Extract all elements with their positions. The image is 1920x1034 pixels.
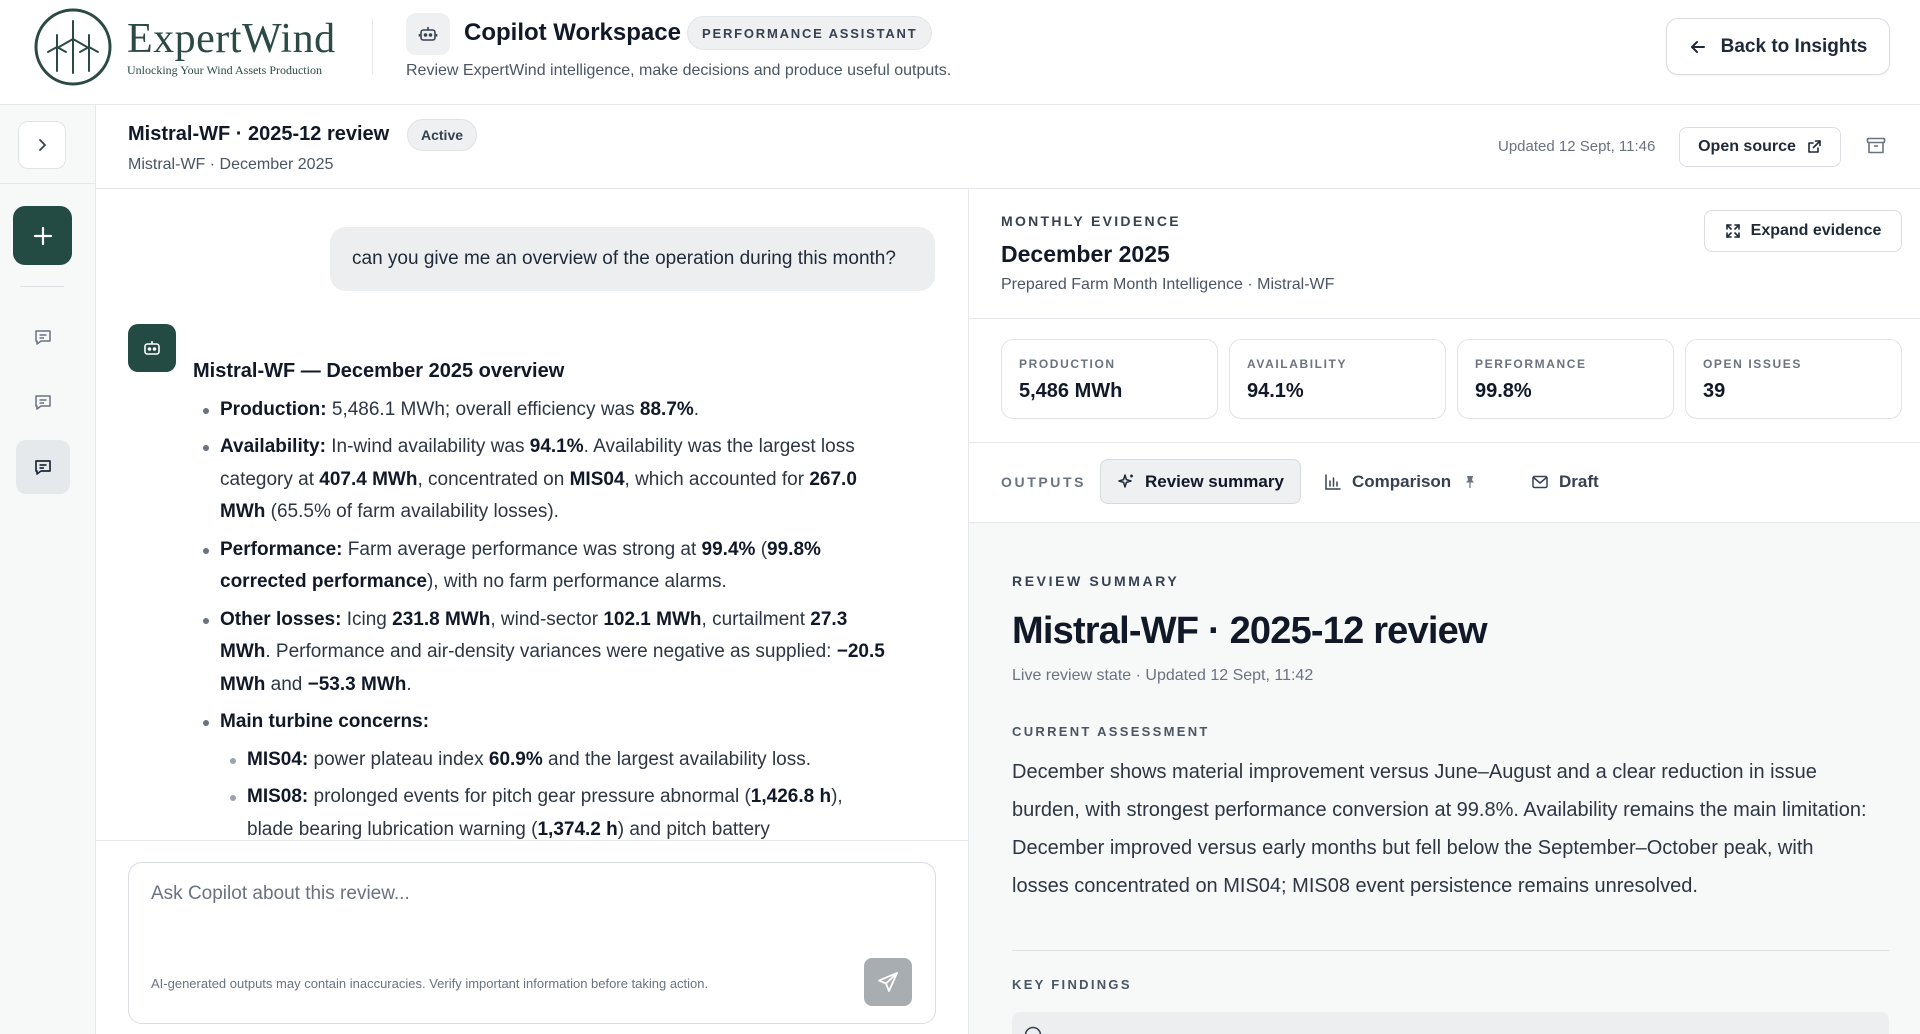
outputs-label: OUTPUTS [1001,474,1087,490]
metric-label: PRODUCTION [1019,357,1116,371]
robot-icon [406,13,450,55]
metric-card-open-issues [1685,339,1902,419]
answer-subitem-mis04: MIS04: power plateau index 60.9% and the largest availability loss. [220,744,893,777]
expand-evidence-button[interactable] [1704,210,1902,252]
app-header [0,0,1920,105]
chat-icon [33,457,53,477]
open-source-button[interactable] [1679,127,1841,167]
robot-icon [128,324,176,372]
wind-turbine-logo-icon [33,7,113,87]
review-subtitle: Live review state · Updated 12 Sept, 11:42 [1012,667,1314,684]
evidence-divider [969,318,1920,319]
user-message: can you give me an overview of the operation during this month? [330,227,935,291]
brand-name: ExpertWind [127,15,336,62]
header-divider [372,18,373,74]
review-title: Mistral-WF · 2025-12 review [1012,610,1487,652]
chat-thread[interactable] [96,189,968,840]
conversation-subtitle: Mistral-WF · December 2025 [128,156,334,173]
chat-icon [33,327,53,347]
answer-item-availability: Availability: In-wind availability was 94.1%. Availability was the largest loss category at 407.4 MWh, concentrated on MIS04, which accounted for 267.0 MWh (65.5% of farm availability losses). [193,431,893,529]
answer-item-performance: Performance: Farm average performance was strong at 99.4% (99.8% corrected performance), with no farm performance alarms. [193,534,893,599]
answer-subitem-mis08: MIS08: prolonged events for pitch gear pressure abnormal (1,426.8 h), blade bearing lubrication warning (1,374.2 h) and pitch battery [220,781,893,840]
status-badge: Active [407,119,477,151]
left-rail [0,105,96,1034]
evidence-divider [969,442,1920,443]
conversation-updated: Updated 12 Sept, 11:46 [1498,138,1656,155]
expand-evidence-label: Expand evidence [1750,222,1882,239]
sparkle-icon [1117,473,1135,491]
key-findings-label: KEY FINDINGS [1012,977,1132,992]
evidence-subtitle: Prepared Farm Month Intelligence · Mistral-WF [1001,276,1335,293]
tab-draft[interactable] [1515,459,1615,504]
review-divider [1012,950,1889,951]
external-link-icon [1806,139,1822,155]
mail-icon [1531,473,1549,491]
assistant-message [193,355,893,840]
assessment-text: December shows material improvement versus June–August and a clear reduction in issue burden, with strongest performance conversion at 99.8%. Availability remains the main limitation: December improved versus early months but fell below the September–October peak, with losses concentrated on MIS04; MIS08 event persistence remains unresolved. [1012,761,1867,897]
send-button[interactable] [864,958,912,1006]
review-summary-panel[interactable] [969,523,1920,1034]
metric-label: PERFORMANCE [1475,357,1587,371]
open-source-label: Open source [1698,138,1796,155]
archive-icon[interactable] [1865,135,1887,157]
metric-value: 94.1% [1247,380,1304,402]
rail-chat-item[interactable] [16,310,70,364]
bar-chart-icon [1324,473,1342,491]
workspace-subtitle: Review ExpertWind intelligence, make decisions and produce useful outputs. [406,62,952,79]
conversation-title: Mistral-WF · 2025-12 review [128,123,390,145]
metric-card-performance [1457,339,1674,419]
tab-label: Review summary [1145,471,1284,491]
tab-label: Draft [1559,471,1599,491]
rail-divider [20,286,64,287]
new-chat-button[interactable] [13,206,72,265]
answer-heading: Mistral-WF — December 2025 overview [193,360,565,382]
info-icon [1024,1026,1042,1034]
metric-value: 39 [1703,380,1726,402]
expertwind-logo[interactable] [33,7,336,87]
metric-label: OPEN ISSUES [1703,357,1802,371]
brand-tagline: Unlocking Your Wind Assets Production [127,62,322,77]
expand-icon [1725,223,1741,239]
pin-icon [1463,475,1477,489]
composer[interactable] [128,862,936,1024]
rail-chat-item-active[interactable] [16,440,70,494]
expand-sidebar-button[interactable] [18,121,66,169]
message-input[interactable] [151,883,911,905]
send-icon [877,971,899,993]
rail-divider [0,183,96,184]
metric-card-availability [1229,339,1446,419]
tab-label: Comparison [1352,471,1452,491]
assessment-label: CURRENT ASSESSMENT [1012,724,1210,739]
rail-chat-item[interactable] [16,375,70,429]
conversation-header [96,105,1920,189]
metric-card-production [1001,339,1218,419]
answer-item-concerns: Main turbine concerns: MIS04: power plateau index 60.9% and the largest availability loss. MIS08: prolonged events for pitch gear pressure abnormal (1,426.8 h), blade bearing lubrication warning (1,374.2 h) and pitch battery [193,706,893,840]
back-to-insights-label: Back to Insights [1720,35,1868,57]
review-kicker: REVIEW SUMMARY [1012,573,1180,589]
answer-item-other-losses: Other losses: Icing 231.8 MWh, wind-sector 102.1 MWh, curtailment 27.3 MWh. Performance and air-density variances were negative as supplied: −20.5 MWh and −53.3 MWh. [193,604,893,702]
chat-icon [33,392,53,412]
answer-item-production: Production: 5,486.1 MWh; overall efficiency was 88.7%. [193,394,893,427]
evidence-kicker: MONTHLY EVIDENCE [1001,213,1181,229]
evidence-title: December 2025 [1001,241,1170,267]
ai-disclaimer: AI-generated outputs may contain inaccuracies. Verify important information before taking action. [151,976,709,991]
metric-value: 99.8% [1475,380,1532,402]
arrow-left-icon [1689,38,1707,56]
plus-icon [32,225,54,247]
workspace-badge: PERFORMANCE ASSISTANT [687,16,932,50]
chevron-right-icon [34,137,50,153]
tab-review-summary[interactable] [1100,459,1301,504]
tab-comparison[interactable] [1308,459,1493,504]
finding-card[interactable] [1012,1012,1889,1034]
metric-label: AVAILABILITY [1247,357,1348,371]
workspace-title: Copilot Workspace [464,19,681,46]
back-to-insights-button[interactable] [1666,18,1890,75]
composer-area [96,840,968,1034]
metric-value: 5,486 MWh [1019,380,1123,402]
